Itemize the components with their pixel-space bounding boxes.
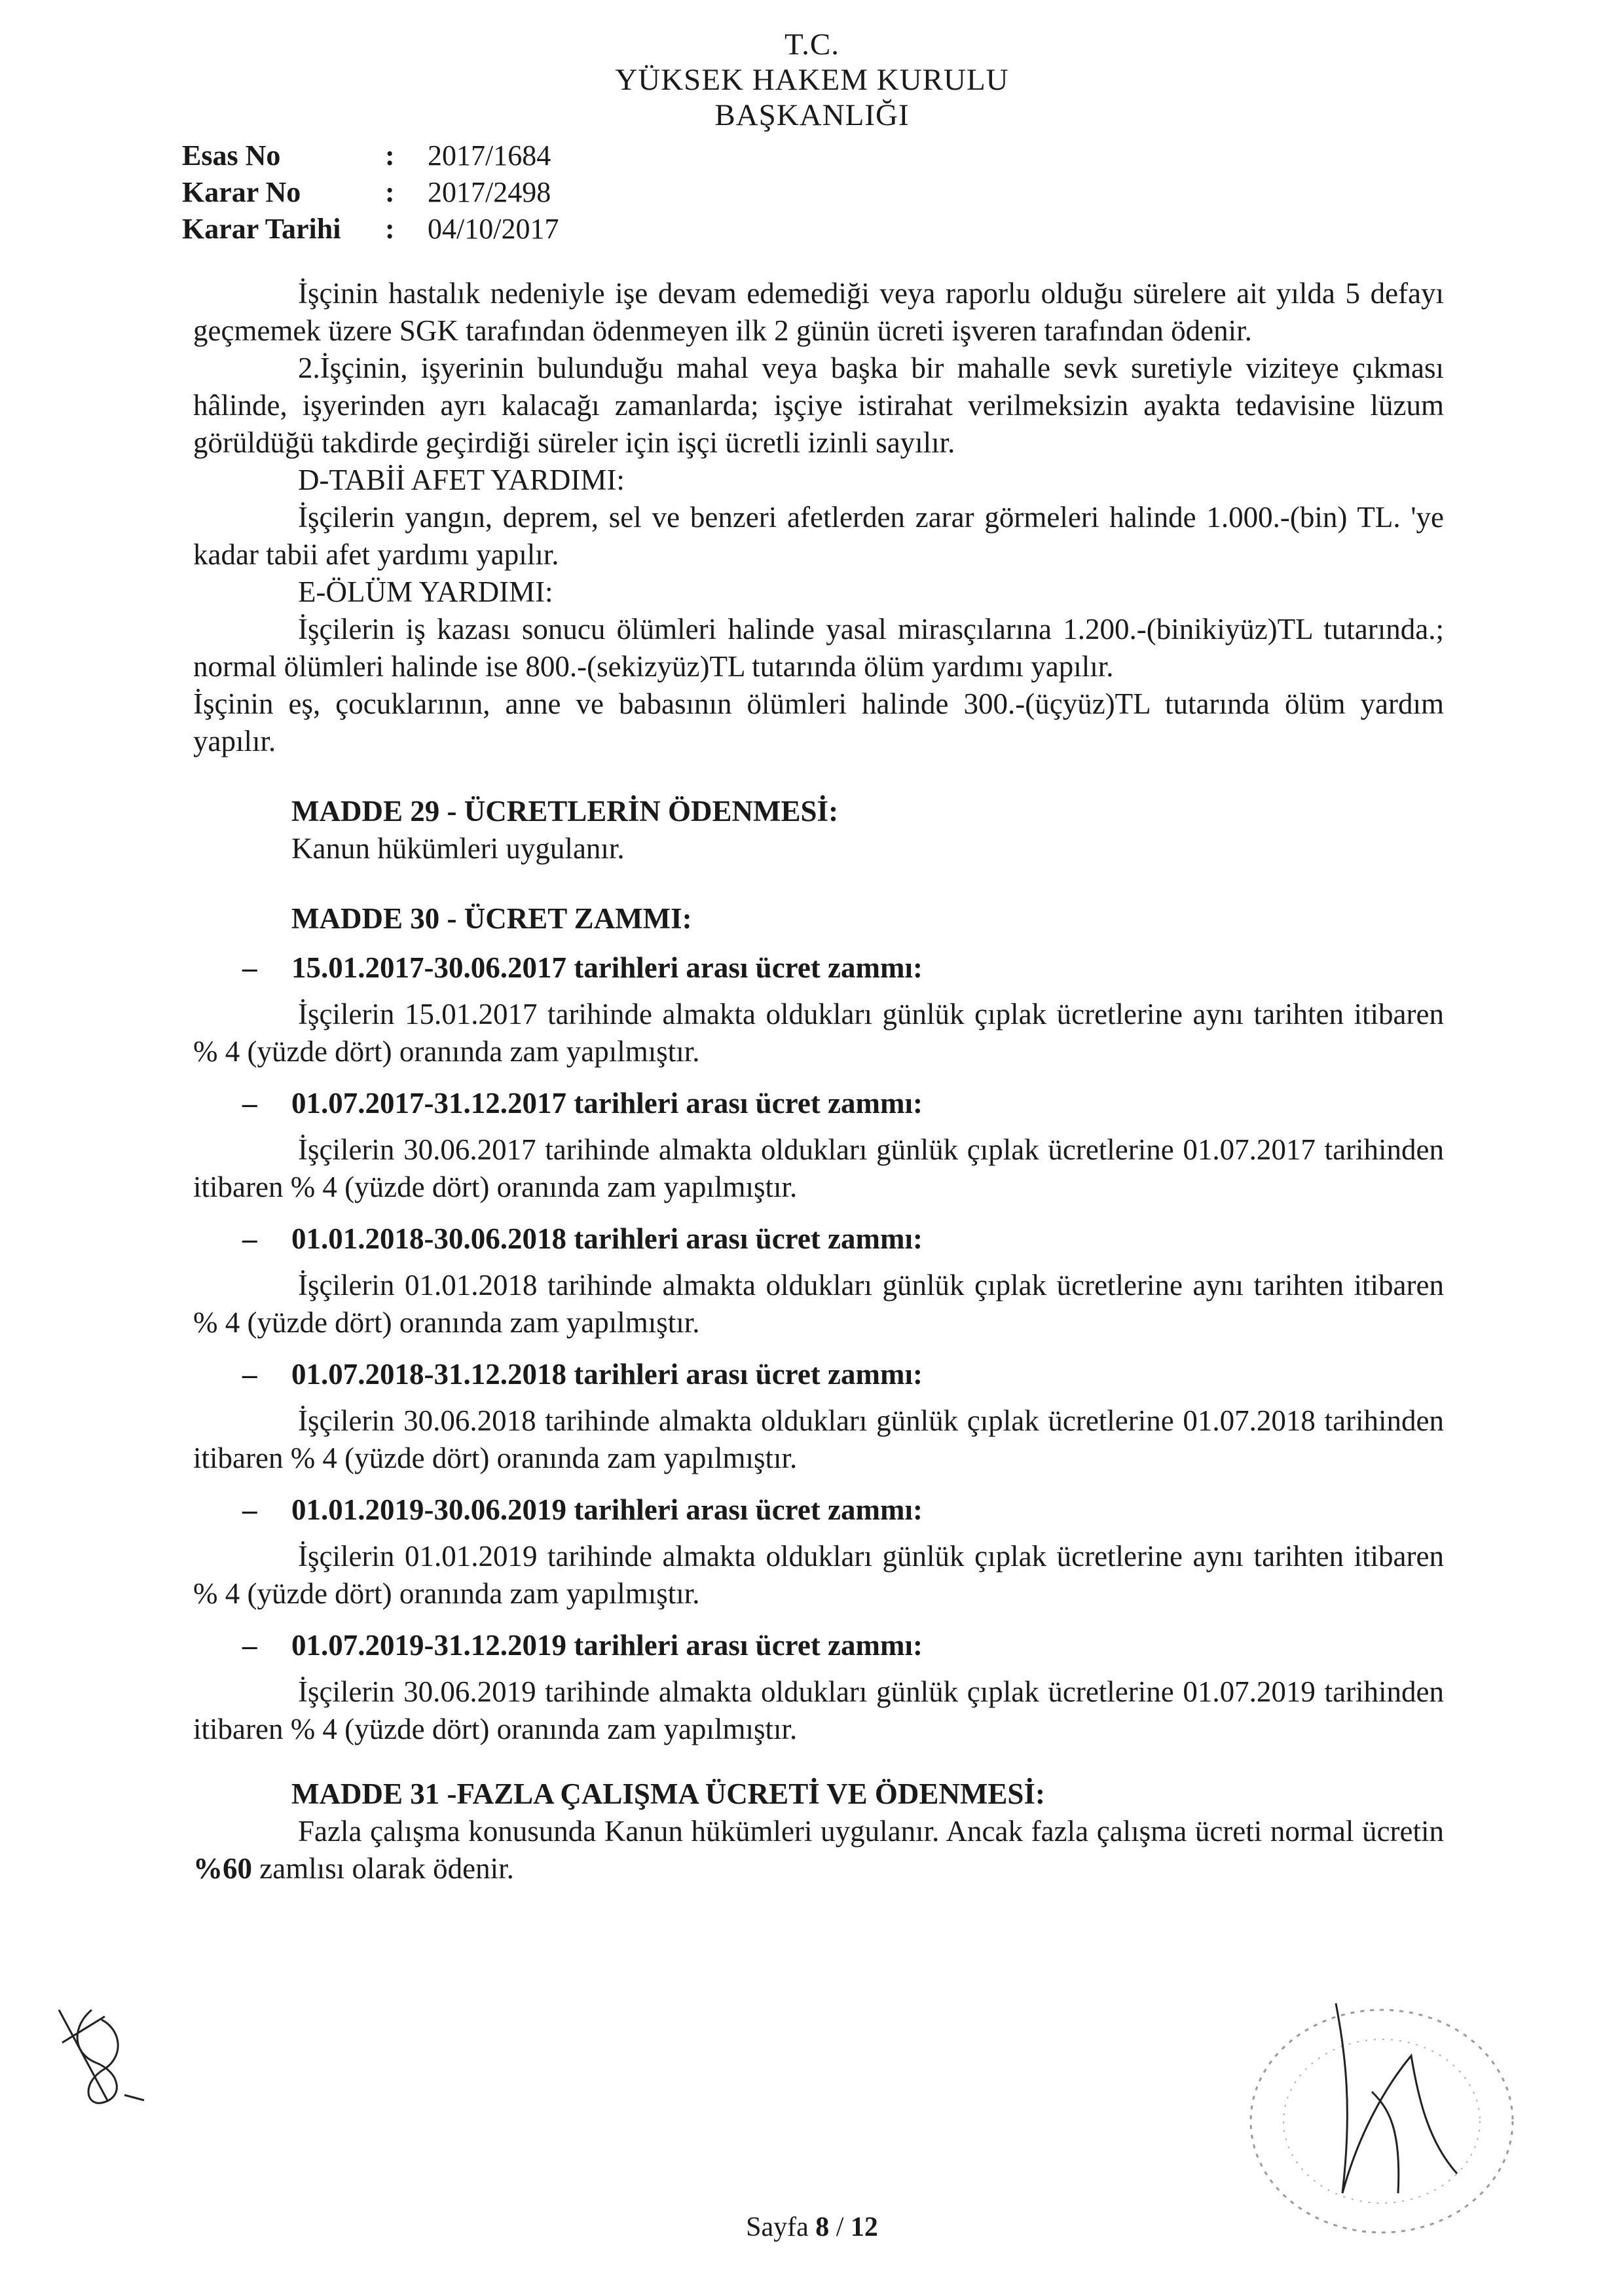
page-total: 12 — [850, 2212, 878, 2242]
page-prefix: Sayfa — [746, 2212, 816, 2242]
case-info-value: 04/10/2017 — [428, 213, 559, 245]
death-aid-text-1: İşçilerin iş kazası sonucu ölümleri halinde yasal mirasçılarına 1.200.-(binikiyüz)TL tutarında.; normal ölümleri halinde ise 800.-(sekizyüz)TL tutarında ölüm yardımı yapılır. — [193, 613, 1444, 683]
raise-period-text: İşçilerin 30.06.2017 tarihinde almakta oldukları günlük çıplak ücretlerine 01.07.2017 tarihinden itibaren % 4 (yüzde dört) oranında zam yapılmıştır. — [193, 1133, 1444, 1203]
header-institution: YÜKSEK HAKEM KURULU — [615, 63, 1009, 97]
article-31-title: MADDE 31 -FAZLA ÇALIŞMA ÜCRETİ VE ÖDENMESİ: — [291, 1777, 1045, 1810]
death-aid-text-2: İşçinin eş, çocuklarının, anne ve babasının ölümleri halinde 300.-(üçyüz)TL tutarında ölüm yardım yapılır. — [193, 687, 1444, 757]
case-info-colon: : — [385, 176, 395, 208]
case-info-label: Karar No — [182, 176, 301, 208]
raise-item — [193, 1491, 1444, 1613]
article-31-text — [193, 1813, 1444, 1887]
raise-item — [193, 1220, 1444, 1341]
raise-period-title: 01.07.2017-31.12.2017 tarihleri arası ücret zammı: — [291, 1087, 923, 1120]
case-info-label: Esas No — [182, 139, 281, 172]
case-info-block — [182, 137, 706, 249]
overtime-percentage: %60 — [193, 1852, 252, 1885]
disaster-aid-text: İşçilerin yangın, deprem, sel ve benzeri afetlerden zarar görmeleri halinde 1.000.-(bin) TL. 'ye kadar tabii afet yardımı yapılır. — [193, 501, 1444, 571]
case-info-row — [182, 211, 706, 247]
case-info-colon: : — [385, 139, 395, 172]
page-number — [0, 2212, 1624, 2243]
case-info-value: 2017/1684 — [428, 139, 551, 172]
raise-period-title: 01.01.2019-30.06.2019 tarihleri arası ücret zammı: — [291, 1493, 923, 1526]
page-current: 8 — [815, 2212, 830, 2242]
case-info-row — [182, 137, 706, 174]
official-stamp — [1231, 1977, 1532, 2252]
case-info-label: Karar Tarihi — [182, 213, 341, 245]
article-29-text: Kanun hükümleri uygulanır. — [291, 832, 625, 865]
dash-bullet: – — [242, 951, 257, 984]
death-aid-title: E-ÖLÜM YARDIMI: — [298, 575, 553, 608]
raise-item — [193, 1627, 1444, 1748]
raise-item — [193, 1085, 1444, 1206]
document-body — [193, 275, 1444, 1887]
raise-period-title: 01.01.2018-30.06.2018 tarihleri arası ücret zammı: — [291, 1222, 923, 1255]
page-sep: / — [829, 2212, 851, 2242]
case-info-colon: : — [385, 213, 395, 245]
raise-period-text: İşçilerin 30.06.2018 tarihinde almakta oldukları günlük çıplak ücretlerine 01.07.2018 tarihinden itibaren % 4 (yüzde dört) oranında zam yapılmıştır. — [193, 1404, 1444, 1474]
article-29-title: MADDE 29 - ÜCRETLERİN ÖDENMESİ: — [291, 795, 839, 828]
dash-bullet: – — [242, 1222, 257, 1255]
raise-period-title: 15.01.2017-30.06.2017 tarihleri arası ücret zammı: — [291, 951, 923, 984]
header-department: BAŞKANLIĞI — [714, 98, 910, 132]
raise-period-text: İşçilerin 15.01.2017 tarihinde almakta oldukları günlük çıplak ücretlerine aynı tarihten itibaren % 4 (yüzde dört) oranında zam yapılmıştır. — [193, 998, 1444, 1068]
raise-item — [193, 1356, 1444, 1477]
medical-visit-paragraph: 2.İşçinin, işyerinin bulunduğu mahal veya başka bir mahalle sevk suretiyle viziteye çıkması hâlinde, işyerinden ayrı kalacağı zamanlarda; işçiye istirahat verilmeksizin ayakta tedavisine lüzum görüldüğü takdirde geçirdiği süreler için işçi ücretli izinli sayılır. — [193, 352, 1444, 459]
dash-bullet: – — [242, 1629, 257, 1662]
case-info-value: 2017/2498 — [428, 176, 551, 208]
dash-bullet: – — [242, 1493, 257, 1526]
case-info-row — [182, 174, 706, 211]
raise-period-text: İşçilerin 01.01.2018 tarihinde almakta oldukları günlük çıplak ücretlerine aynı tarihten itibaren % 4 (yüzde dört) oranında zam yapılmıştır. — [193, 1269, 1444, 1339]
handwritten-initial — [46, 1990, 151, 2108]
article-31-text-b: zamlısı olarak ödenir. — [252, 1852, 514, 1885]
dash-bullet: – — [242, 1358, 257, 1391]
dash-bullet: – — [242, 1087, 257, 1120]
article-31-text-a: Fazla çalışma konusunda Kanun hükümleri uygulanır. Ancak fazla çalışma ücreti normal ücretin — [298, 1815, 1444, 1848]
raise-period-title: 01.07.2018-31.12.2018 tarihleri arası ücret zammı: — [291, 1358, 923, 1391]
disaster-aid-title: D-TABİİ AFET YARDIMI: — [298, 464, 625, 496]
article-30-title: MADDE 30 - ÜCRET ZAMMI: — [291, 902, 692, 935]
raise-period-title: 01.07.2019-31.12.2019 tarihleri arası ücret zammı: — [291, 1629, 923, 1662]
signature-stroke — [1336, 2003, 1347, 2193]
raise-item — [193, 949, 1444, 1070]
sick-leave-paragraph: İşçinin hastalık nedeniyle işe devam edemediği veya raporlu olduğu sürelere ait yılda 5 defayı geçmemek üzere SGK tarafından ödenmeyen ilk 2 günün ücreti işveren tarafından ödenir. — [193, 277, 1444, 347]
raise-period-text: İşçilerin 01.01.2019 tarihinde almakta oldukları günlük çıplak ücretlerine aynı tarihten itibaren % 4 (yüzde dört) oranında zam yapılmıştır. — [193, 1540, 1444, 1610]
header-tc: T.C. — [784, 27, 840, 62]
raise-period-text: İşçilerin 30.06.2019 tarihinde almakta oldukları günlük çıplak ücretlerine 01.07.2019 tarihinden itibaren % 4 (yüzde dört) oranında zam yapılmıştır. — [193, 1675, 1444, 1745]
